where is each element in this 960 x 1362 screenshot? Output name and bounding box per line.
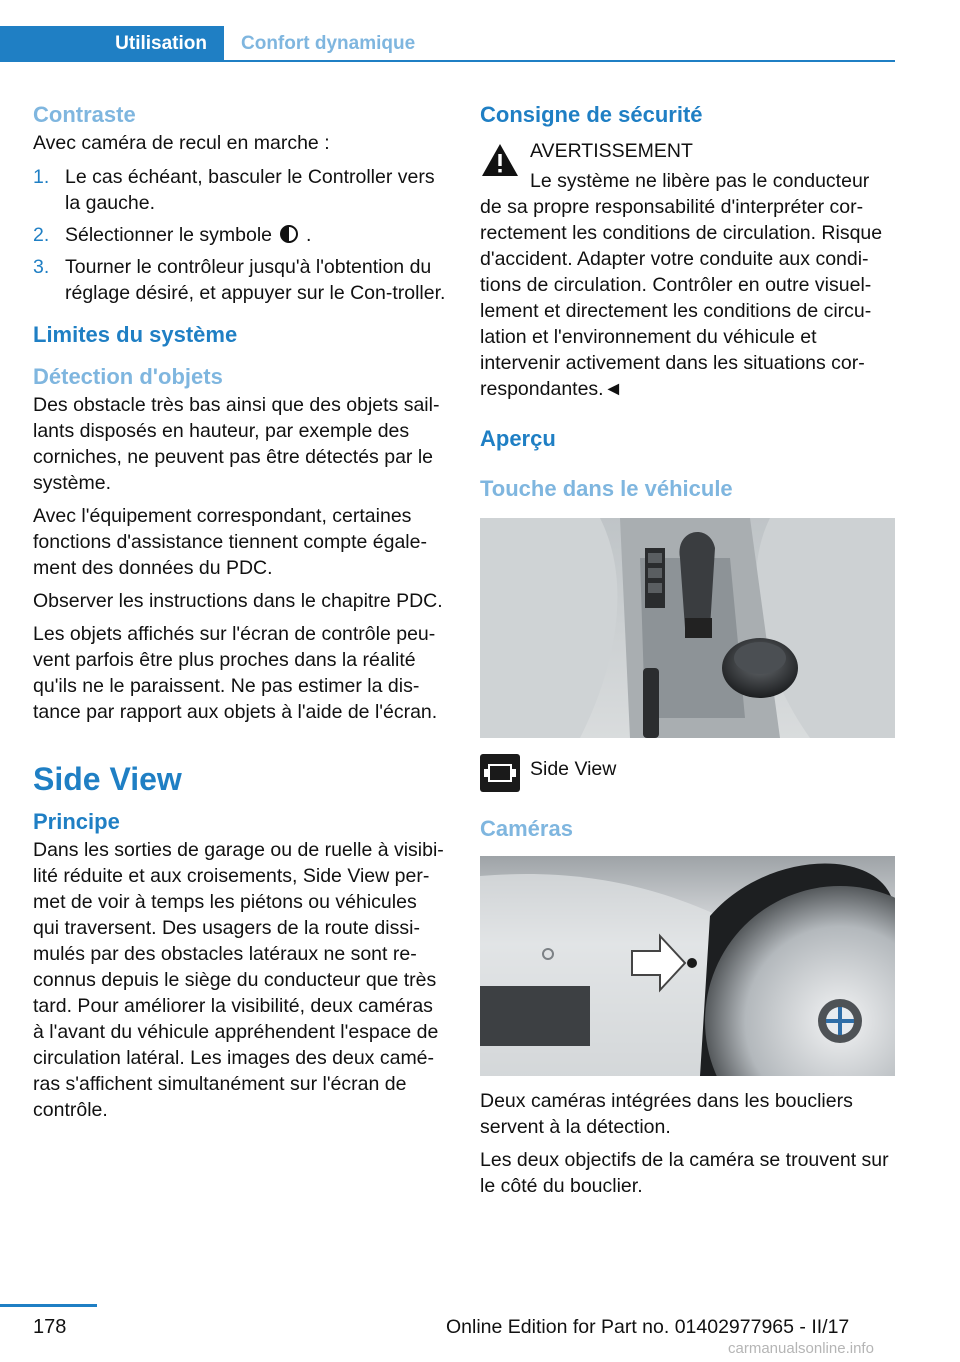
- step-text: [65, 222, 448, 248]
- side-view-button-icon: [480, 754, 520, 792]
- detection-paragraph-2: Avec l'équipement correspondant, certaines fonctions d'assistance tiennent compte égale-ment des données du PDC.: [33, 505, 427, 579]
- step-1: [33, 164, 448, 216]
- step-2-text-after: .: [306, 224, 312, 246]
- step-number: 1.: [33, 166, 50, 188]
- step-2: [33, 222, 448, 248]
- side-view-button-label: Side View: [530, 758, 617, 780]
- warning-triangle-icon: [480, 142, 520, 178]
- page-number: 178: [33, 1316, 67, 1338]
- contraste-steps: [33, 164, 448, 306]
- principe-paragraph: Dans les sorties de garage ou de ruelle à visibi-lité réduite et aux croisements, Side View per-met de voir à temps les piétons ou véhicules qui traversent. Des usagers de la route dissi-mulés par des obstacles latéraux ne sont re-connus depuis le siège du conducteur que très tard. Pour améliorer la visibilité, deux caméras à l'avant du véhicule appréhendent l'espace de circulation latéral. Les images des deux camé-ras s'affichent simultanément sur l'écran de contrôle.: [33, 839, 444, 1121]
- tab-utilisation[interactable]: [0, 26, 224, 62]
- warning-block: [480, 138, 895, 194]
- contraste-intro: Avec caméra de recul en marche :: [33, 132, 330, 154]
- detection-paragraph-3: Observer les instructions dans le chapitre PDC.: [33, 590, 443, 612]
- limites-heading: Limites du système: [33, 322, 238, 347]
- consigne-heading: Consigne de sécurité: [480, 102, 703, 127]
- warning-label: AVERTISSEMENT: [530, 140, 693, 162]
- principe-heading: Principe: [33, 809, 120, 834]
- step-text: Tourner le contrôleur jusqu'à l'obtention du réglage désiré, et appuyer sur le Con-troller.: [65, 256, 446, 304]
- contraste-heading: Contraste: [33, 102, 136, 127]
- front-bumper-camera-image: [480, 856, 895, 1076]
- left-column: [33, 100, 448, 1130]
- right-column: [480, 100, 895, 1206]
- warning-text: de sa propre responsabilité d'interpréter cor-rectement les conditions de circulation. Risque d'accident. Adapter votre conduite aux condi-tions de circulation. Contrôler en outre visuel-lement et directement les conditions de circu-lation et l'environnement du véhicule et intervenir activement dans les situations cor-respondantes.◄: [480, 196, 883, 400]
- cameras-paragraph-1: Deux caméras intégrées dans les boucliers servent à la détection.: [480, 1090, 853, 1138]
- watermark: carmanualsonline.info: [728, 1340, 874, 1357]
- detection-heading: Détection d'objets: [33, 364, 223, 389]
- step-text: Le cas échéant, basculer le Controller vers la gauche.: [65, 166, 435, 214]
- tab-confort-dynamique[interactable]: [224, 26, 895, 62]
- step-2-text-before: Sélectionner le symbole: [65, 224, 273, 246]
- step-number: 3.: [33, 256, 50, 278]
- step-number: 2.: [33, 224, 50, 246]
- step-3: [33, 254, 448, 306]
- tab-utilisation-label: Utilisation: [115, 33, 207, 54]
- section-tabs: [0, 26, 895, 62]
- cameras-paragraph-2: Les deux objectifs de la caméra se trouvent sur le côté du bouclier.: [480, 1149, 889, 1197]
- apercu-heading: Aperçu: [480, 426, 556, 451]
- footer-rule: [0, 1304, 97, 1307]
- tab-divider: [224, 60, 895, 62]
- tab-confort-label: Confort dynamique: [241, 33, 416, 54]
- sideview-heading: Side View: [33, 761, 182, 797]
- side-view-button-row: [480, 754, 895, 792]
- detection-paragraph-1: Des obstacle très bas ainsi que des objets sail-lants disposés en hauteur, par exemple des corniches, ne peuvent pas être détectés par le système.: [33, 394, 440, 494]
- detection-paragraph-4: Les objets affichés sur l'écran de contrôle peu-vent parfois être plus proches dans la réalité qu'ils ne le paraissent. Ne pas estimer la dis-tance par rapport aux objets à l'aide de l'écran.: [33, 623, 438, 723]
- cameras-heading: Caméras: [480, 816, 573, 841]
- vehicle-console-image: [480, 518, 895, 738]
- edition-text: Online Edition for Part no. 01402977965 - II/17: [446, 1316, 850, 1338]
- warning-first-line: Le système ne libère pas le conducteur: [530, 170, 870, 192]
- touche-heading: Touche dans le véhicule: [480, 476, 733, 501]
- contrast-symbol-icon: [280, 225, 298, 243]
